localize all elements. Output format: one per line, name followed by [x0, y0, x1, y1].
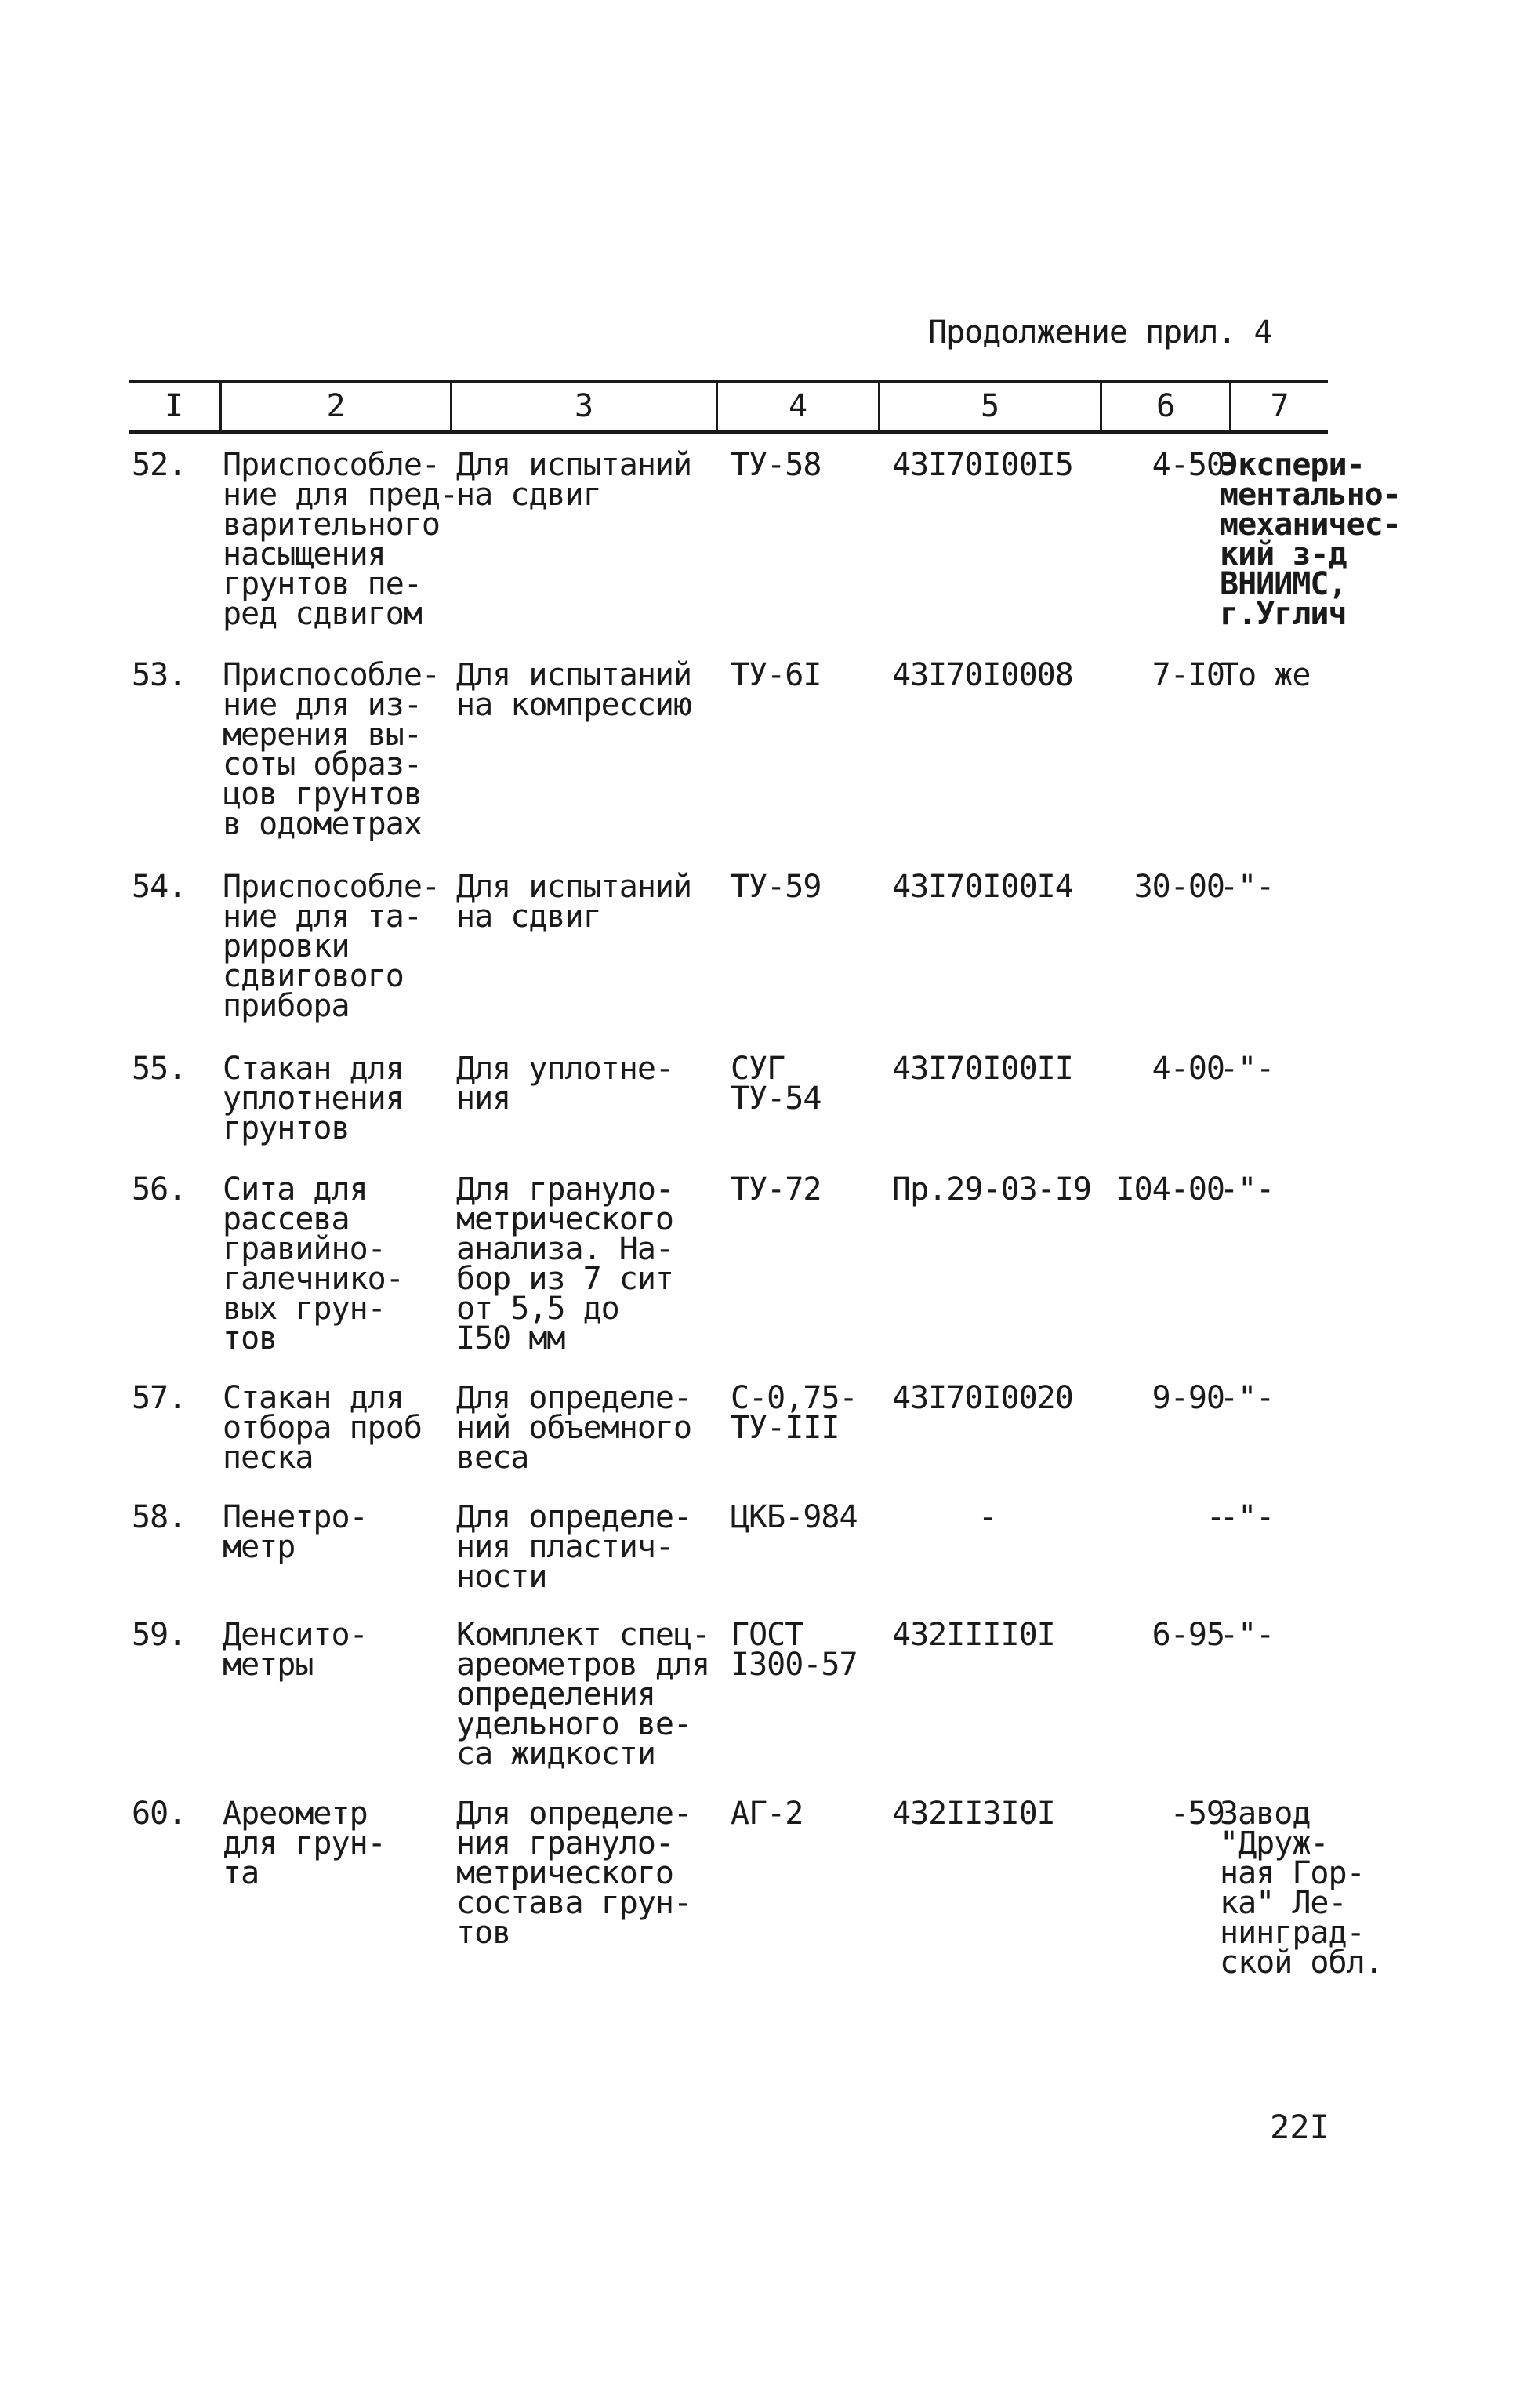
item-price: 6-95 [1152, 1617, 1224, 1653]
item-spec: СУГ ТУ-54 [731, 1051, 822, 1117]
row-number: 53. [132, 657, 187, 693]
item-spec: АГ-2 [731, 1796, 803, 1832]
item-name: Стакан для отбора проб песка [223, 1380, 422, 1476]
item-maker: -"- [1220, 1051, 1275, 1087]
item-code: 43I70I0008 [892, 657, 1073, 693]
item-name: Приспособле- ние для из- мерения вы- соты образ- цов грунтов в одометрах [223, 657, 440, 842]
item-name: Денсито- метры [223, 1617, 368, 1683]
column-header-7: 7 [1270, 388, 1289, 424]
column-header-2: 2 [326, 388, 346, 424]
row-number: 59. [132, 1617, 187, 1653]
item-maker: -"- [1220, 1171, 1275, 1208]
item-maker: То же [1220, 657, 1311, 693]
item-spec: ТУ-6I [731, 657, 822, 693]
item-purpose: Для испытаний на компрессию [456, 657, 692, 723]
item-spec: ТУ-72 [731, 1171, 822, 1208]
item-purpose: Для грануло- метрического анализа. На- бор из 7 сит от 5,5 до I50 мм [456, 1171, 673, 1357]
item-name: Приспособле- ние для пред- варительного насыщения грунтов пе- ред сдвигом [223, 447, 459, 632]
item-price: 7-I0 [1152, 657, 1224, 693]
item-maker: -"- [1220, 1499, 1275, 1535]
item-code: 43I70I0020 [892, 1380, 1073, 1416]
item-spec: ТУ-59 [731, 869, 822, 905]
item-maker: Завод "Друж- ная Гор- ка" Ле- нинград- ской обл. [1220, 1796, 1383, 1981]
item-name: Ареометр для грун- та [223, 1796, 386, 1891]
item-price: 30-00 [1133, 869, 1224, 905]
item-maker: -"- [1220, 1380, 1275, 1416]
item-purpose: Для определе- ний объемного веса [456, 1380, 692, 1476]
item-code: Пр.29-03-I9 [892, 1171, 1091, 1208]
item-purpose: Комплект спец- ареометров для определения удельного ве- са жидкости [456, 1617, 710, 1772]
item-purpose: Для испытаний на сдвиг [456, 447, 692, 513]
row-number: 55. [132, 1051, 187, 1087]
item-code: 432IIII0I [892, 1617, 1055, 1653]
column-header-1: I [164, 388, 184, 424]
item-price: 4-00 [1152, 1051, 1224, 1087]
item-code: 43I70I00I5 [892, 447, 1073, 483]
item-price: - [1206, 1499, 1224, 1535]
row-number: 57. [132, 1380, 187, 1416]
item-code: 432II3I0I [892, 1796, 1055, 1832]
row-number: 54. [132, 869, 187, 905]
item-purpose: Для определе- ния грануло- метрического состава грун- тов [456, 1796, 692, 1951]
row-number: 56. [132, 1171, 187, 1208]
item-maker: -"- [1220, 869, 1275, 905]
item-maker: Экспери- ментально- механичес- кий з-д ВНИИМС, г.Углич [1220, 447, 1401, 632]
item-price: 9-90 [1152, 1380, 1224, 1416]
item-spec: ГОСТ I300-57 [731, 1617, 858, 1683]
item-name: Приспособле- ние для та- рировки сдвигового прибора [223, 869, 440, 1024]
page-number: 22I [1270, 2108, 1329, 2146]
item-spec: ТУ-58 [731, 447, 822, 483]
item-code: - [978, 1499, 997, 1535]
item-maker: -"- [1220, 1617, 1275, 1653]
item-spec: ЦКБ-984 [731, 1499, 858, 1535]
column-header-6: 6 [1155, 388, 1176, 424]
item-price: 4-50 [1152, 447, 1224, 483]
item-name: Стакан для уплотнения грунтов [223, 1051, 404, 1146]
item-price: I04-00 [1115, 1171, 1224, 1208]
row-number: 60. [132, 1796, 187, 1832]
column-header-5: 5 [980, 388, 1000, 424]
row-number: 52. [132, 447, 187, 483]
column-header-4: 4 [788, 388, 808, 424]
item-code: 43I70I00II [892, 1051, 1073, 1087]
item-name: Пенетро- метр [223, 1499, 368, 1565]
column-header-3: 3 [574, 388, 594, 424]
item-price: -59 [1170, 1796, 1224, 1832]
item-purpose: Для испытаний на сдвиг [456, 869, 692, 935]
page-heading: Продолжение прил. 4 [928, 314, 1272, 350]
item-purpose: Для уплотне- ния [456, 1051, 673, 1117]
item-code: 43I70I00I4 [892, 869, 1073, 905]
item-spec: С-0,75- ТУ-III [731, 1380, 858, 1446]
item-purpose: Для определе- ния пластич- ности [456, 1499, 692, 1595]
column-header-row [129, 380, 1328, 434]
item-name: Сита для рассева гравийно- галечнико- вых грун- тов [223, 1171, 404, 1357]
row-number: 58. [132, 1499, 187, 1535]
